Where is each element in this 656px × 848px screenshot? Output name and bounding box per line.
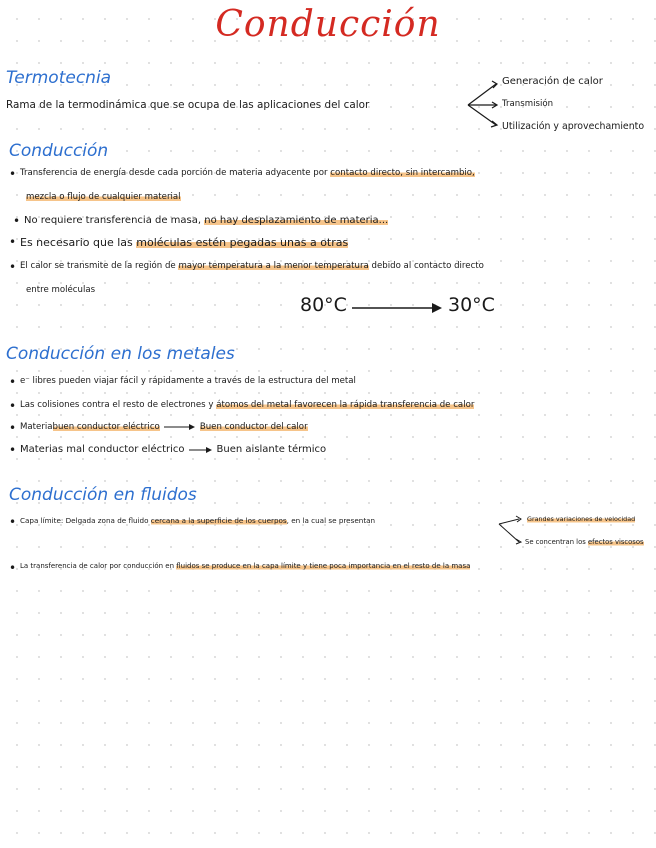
conduccion-bullet-1 <box>20 168 475 178</box>
text: Las colisiones contra el resto de electrones y <box>20 400 217 410</box>
highlight: moléculas estén pegadas unas a otras <box>136 236 349 249</box>
highlight: átomos del metal favorecen la rápida transferencia de calor <box>216 400 475 410</box>
metales-bullet-2 <box>20 400 474 410</box>
text: La transferencia de calor por conducción en <box>20 562 177 570</box>
text: • Materia <box>20 422 53 432</box>
highlight: buen conductor eléctrico <box>52 422 160 432</box>
highlight: mezcla o flujo de cualquier material <box>26 192 181 202</box>
text: No requiere transferencia de masa, <box>24 215 205 226</box>
arrow-right-icon <box>352 302 444 314</box>
fluidos-branch-1 <box>527 515 635 523</box>
temp-to: 30°C <box>448 294 495 316</box>
conduccion-bullet-4-cont: entre moléculas <box>26 285 96 295</box>
highlight: efectos viscosos <box>587 538 644 546</box>
branch-transmision: Transmisión <box>502 99 554 109</box>
conduccion-bullet-4 <box>20 261 484 271</box>
fluidos-branch-2 <box>525 538 644 546</box>
text: Transferencia de energía desde cada porción de materia adyacente por <box>20 168 331 178</box>
conduccion-bullet-1-cont <box>26 192 181 202</box>
temp-from: 80°C <box>300 294 347 316</box>
text: Capa límite: Delgada zona de fluido <box>20 516 151 525</box>
text: debido al contacto directo <box>368 261 484 271</box>
termotecnia-definition: Rama de la termodinámica que se ocupa de las aplicaciones del calor <box>6 99 370 111</box>
metales-heading: Conducción en los metales <box>6 344 235 364</box>
text: El calor se transmite de la región de <box>20 261 179 271</box>
highlight: fluidos se produce en la capa límite y tiene poca importancia en el resto de la masa <box>176 562 471 570</box>
highlight: Buen conductor del calor <box>199 422 308 432</box>
conduccion-bullet-2 <box>24 215 388 226</box>
conduccion-heading: Conducción <box>9 141 109 161</box>
highlight: cercana a la superficie de los cuerpos <box>150 516 287 525</box>
text: • Materias mal conductor eléctrico <box>20 444 185 455</box>
arrow-right-icon <box>189 446 213 454</box>
text: Se concentran los <box>525 538 588 546</box>
branch-brace-icon <box>497 514 525 546</box>
metales-bullet-1: • e⁻ libres pueden viajar fácil y rápidamente a través de la estructura del metal <box>20 376 356 386</box>
highlight: no hay desplazamiento de materia... <box>204 215 389 226</box>
highlight: mayor temperatura a la menor temperatura <box>178 261 369 271</box>
page-title: Conducción <box>215 4 441 45</box>
text: Buen aislante térmico <box>216 444 327 455</box>
termotecnia-heading: Termotecnia <box>6 68 112 88</box>
text: , en la cual se presentan <box>286 516 376 525</box>
branch-generacion: Generación de calor <box>502 76 603 87</box>
highlight: Grandes variaciones de velocidad <box>527 515 636 523</box>
branch-utilizacion: Utilización y aprovechamiento <box>502 121 645 132</box>
branch-brace-icon <box>466 78 502 130</box>
fluidos-bullet-1 <box>20 516 375 525</box>
highlight: contacto directo, sin intercambio, <box>330 168 475 178</box>
fluidos-bullet-2 <box>20 562 470 570</box>
metales-bullet-3 <box>20 422 308 432</box>
text: Es necesario que las <box>20 236 137 249</box>
metales-bullet-4 <box>20 444 326 455</box>
conduccion-bullet-3 <box>20 236 348 249</box>
fluidos-heading: Conducción en fluidos <box>9 485 197 505</box>
arrow-right-icon <box>164 423 196 431</box>
